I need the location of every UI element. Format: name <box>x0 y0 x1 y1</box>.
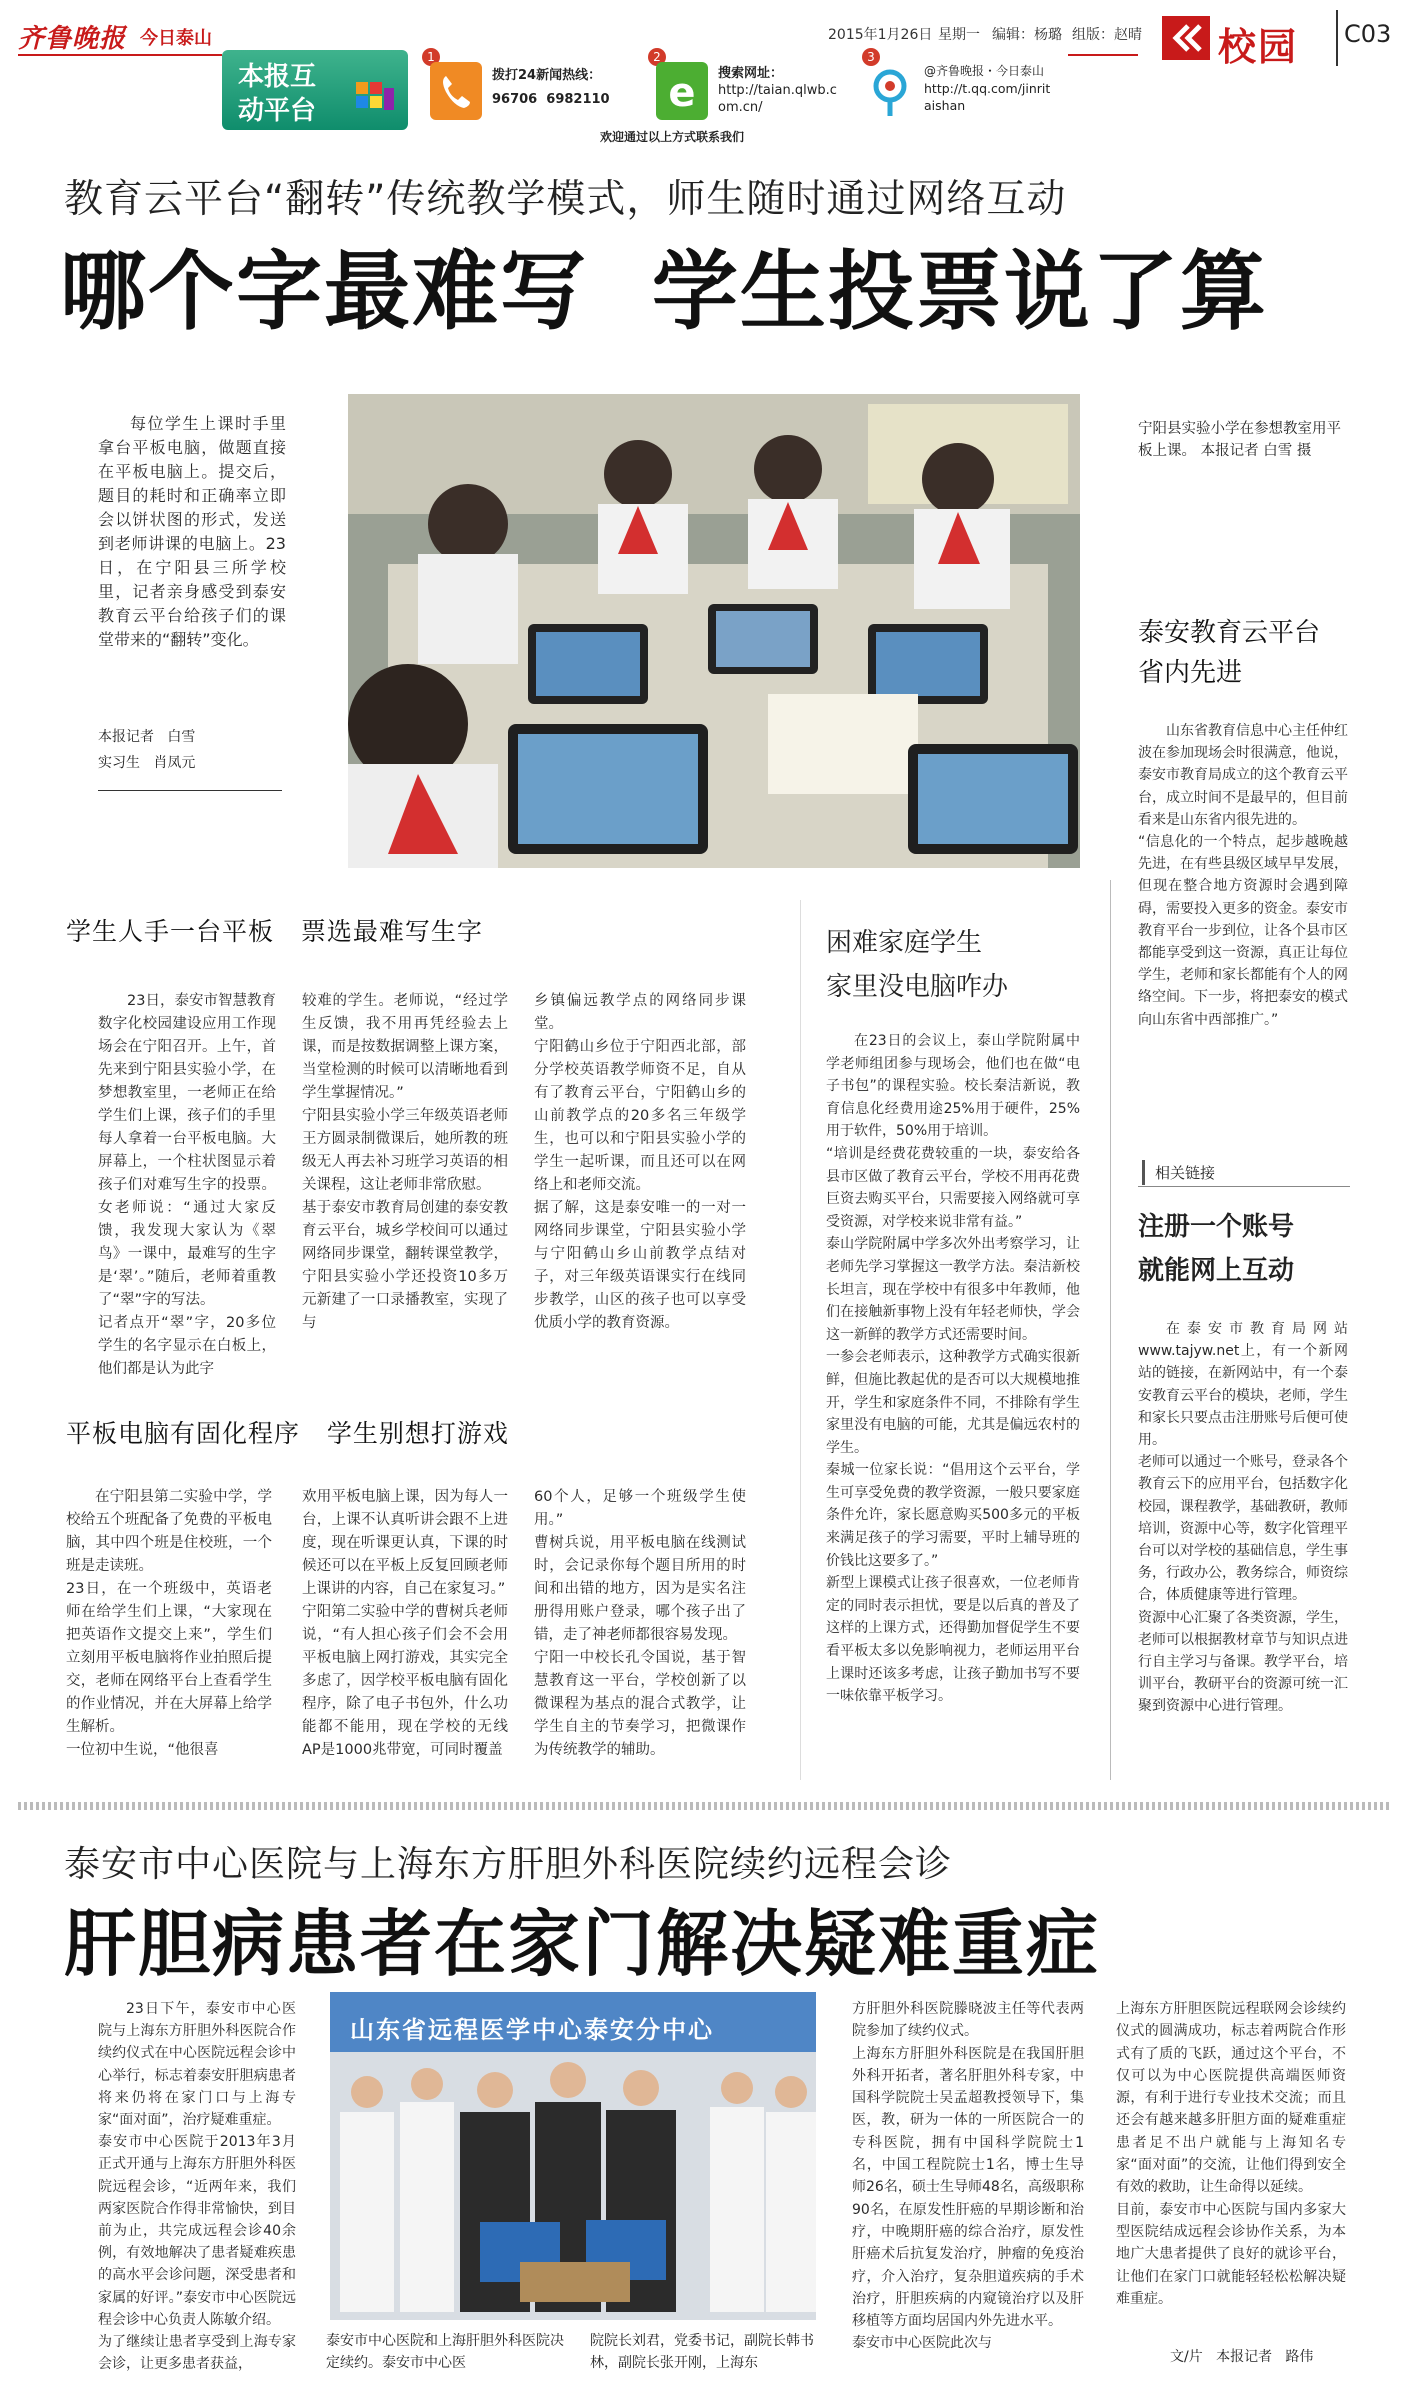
page-number-divider <box>1336 10 1338 66</box>
story1-col2b: 欢用平板电脑上课，因为每人一台，上课不认真听讲会跟不上进度，现在听课更认真，下课的时候还可以在平板上反复回顾老师上课讲的内容，自己在家复习。” 宁阳第二实验中学的曹树兵老师说，“有人担心孩子们会不会用平板电脑上网打游戏，其实完全多虑了，因学校平板电脑有固化程序，除了电子书包外，什么功能都不能用，现在学校的无线AP是1000兆带宽，可同时覆盖 <box>302 1489 508 1758</box>
classroom-photo-caption: 宁阳县实验小学在参想教室用平板上课。 本报记者 白雪 摄 <box>1138 421 1341 459</box>
browser-e-icon <box>654 60 710 126</box>
story1-headline: 哪个字最难写 学生投票说了算 <box>60 242 1268 342</box>
masthead <box>0 0 1409 150</box>
svg-text:e: e <box>668 70 696 116</box>
masthead-layout-editor: 组版：赵晴 <box>1072 27 1142 43</box>
interactive-title-line1: 本报互 <box>238 62 317 92</box>
col3-divider <box>800 900 801 1780</box>
related-title-line1: 注册一个账号 <box>1138 1212 1295 1242</box>
story2-col4: 上海东方肝胆医院远程联网会诊续约仪式的圆满成功，标志着两院合作形式有了质的飞跃，通过这个平台，不仅可以为中心医院提供高端医师资源，有利于进行专业技术交流；而且还会有越来越多肝胆方面的疑难重症患者足不出户就能与上海知名专家“面对面”的交流，让他们得到安全有效的救助，让生命得以延续。 目前，泰安市中心医院与国内多家大型医院结成远程会诊协作关系，为本地广大患者提供了良好的就诊平台，让他们在家门口就能轻轻松松解决疑难重症。 <box>1116 2001 1346 2307</box>
cube-icon <box>352 74 398 124</box>
subhead-fixed-program: 平板电脑有固化程序 学生别想打游戏 <box>66 1419 509 1448</box>
section-separator <box>18 1802 1390 1810</box>
interactive-title-line2: 动平台 <box>238 96 317 126</box>
hospital-photo-caption: 泰安市中心医院和上海肝胆外科医院决定续约。泰安市中心医 <box>326 2333 564 2371</box>
hospital-photo <box>330 1992 816 2320</box>
hotline-item <box>422 48 628 130</box>
sidebar-title-line1: 泰安教育云平台 <box>1138 618 1321 648</box>
masthead-weekday: 星期一 <box>938 27 980 43</box>
masthead-editor: 编辑：杨璐 <box>992 27 1062 43</box>
step-1-badge: 1 <box>422 48 440 66</box>
website-label: 搜索网址： <box>718 66 784 81</box>
related-title-line2: 就能网上互动 <box>1138 1256 1295 1286</box>
website-item <box>648 48 848 130</box>
page-number: C03 <box>1344 20 1392 48</box>
story2-col3: 方肝胆外科医院滕晓波主任等代表两院参加了续约仪式。 上海东方肝胆外科医院是在我国肝胆外科开拓者，著名肝胆外科专家，中国科学院院士吴孟超教授领导下，集医，教，研为一体的一所医院合一的专科医院，拥有中国科学院院士1名，中国工程院院士1名，博士生导师26名，硕士生导师48名，高级职称90名，在原发性肝癌的早期诊断和治疗，中晚期肝癌的综合治疗，原发性肝癌术后抗复发治疗，肿瘤的免疫治疗，介入治疗，复杂胆道疾病的手术治疗，肝胆疾病的内窥镜治疗以及肝移植等方面均居国内外先进水平。 泰安市中心医院此次与 <box>852 2001 1084 2352</box>
hotline-label: 拨打24新闻热线： <box>492 68 602 83</box>
story2-byline: 文/片 本报记者 路伟 <box>1170 2349 1314 2365</box>
story1-col3: 在23日的会议上，泰山学院附属中学老师组团参与现场会，他们也在做“电子书包”的课程实验。校长秦洁新说，教育信息化经费用途25%用于硬件，25%用于软件，50%用于培训。 “培训是经费花费较重的一块，泰安给各县市区做了教育云平台，学校不用再花费巨资去购买平台，只需要接入网络就可享受资源，对学校来说非常有益。” 泰山学院附属中学多次外出考察学习，让老师先学习掌握这一教学方法。秦洁新校长坦言，现在学校中有很多中年教师，他们在接触新事物上没有年轻老师快，学会这一新鲜的教学方式还需要时间。 一参会老师表示，这种教学方式确实很新鲜，但施比教起优的是否可以大规模地推开，学生和家庭条件不同，不排除有学生家里没有电脑的可能，尤其是偏远农村的学生。 秦城一位家长说：“倡用这个云平台，学生可享受免费的教学资源，一般只要家庭条件允许，家长愿意购买500多元的平板来满足孩子的学习需要，平时上辅导班的价钱比这要多了。” 新型上课模式让孩子很喜欢，一位老师肯定的同时表示担忧，要是以后真的普及了这样的上课方式，还得勤加督促学生不要看平板太多以免影响视力，老师运用平台上课时还该多考虑，让孩子勤加书写不要一味依靠平板学习。 <box>826 1033 1080 1705</box>
story1-col1c: 乡镇偏远教学点的网络同步课堂。 宁阳鹤山乡位于宁阳西北部，部分学校英语教学师资不足，自从有了教育云平台，宁阳鹤山乡的山前教学点的20多名三年级学生，也可以和宁阳县实验小学的学生一起听课，而且还可以在网络上和老师交流。 据了解，这是泰安唯一的一对一网络同步课堂，宁阳县实验小学与宁阳鹤山乡山前教学点结对子，对三年级英语课实行在线同步教学，山区的孩子也可以享受优质小学的教育资源。 <box>534 993 746 1331</box>
section-tag-box <box>1162 10 1328 69</box>
sidebar-body: 山东省教育信息中心主任仲红波在参加现场会时很满意，他说，泰安市教育局成立的这个教育云平台，成立时间不是最早的，但目前看来是山东省内很先进的。 “信息化的一个特点，起步越晚越先进，在有些县级区域早早发展，但现在整合地方资源时会遇到障碍，需要投入更多的资金。泰安市教育平台一步到位，让各个县市区都能享受到这一资源，真正让每位学生，老师和家长都能有个人的网络空间。下一步，将把泰安的模式向山东省中西部推广。” <box>1138 723 1348 1028</box>
sidebar-title-line2: 省内先进 <box>1138 658 1243 688</box>
newspaper-logo: 齐鲁晚报 <box>18 24 127 54</box>
step-2-badge: 2 <box>648 48 666 66</box>
subhead-tablets: 学生人手一台平板 票选最难写生字 <box>66 917 483 946</box>
story1-byline-intern: 实习生 肖凤元 <box>98 755 196 771</box>
story1-kicker: 教育云平台“翻转”传统教学模式，师生随时通过网络互动 <box>64 177 1067 222</box>
story1-lead: 每位学生上课时手里拿台平板电脑，做题直接在平板电脑上。提交后，题目的耗时和正确率立即会以饼状图的形式，发送到老师讲课的电脑上。23日，在宁阳县三所学校里，记者亲身感受到泰安教育云平台给孩子们的课堂带来的“翻转”变化。 <box>98 414 286 649</box>
weibo-label: @齐鲁晚报・今日泰山 <box>924 64 1045 78</box>
story2-kicker: 泰安市中心医院与上海东方肝胆外科医院续约远程会诊 <box>64 1844 953 1885</box>
related-label-rule <box>1138 1186 1350 1187</box>
story2-col1: 23日下午，泰安市中心医院与上海东方肝胆外科医院合作续约仪式在中心医院远程会诊中心举行，标志着泰安肝胆病患者将来仍将在家门口与上海专家“面对面”，治疗疑难重症。 泰安市中心医院于2013年3月正式开通与上海东方肝胆外科医院远程会诊，“近两年来，我们两家医院合作得非常愉快，到目前为止，共完成远程会诊40余例，有效地解决了患者疑难疾患的高水平会诊问题，深受患者和家属的好评。”泰安市中心医院远程会诊中心负责人陈敏介绍。 为了继续让患者享受到上海专家会诊，让更多患者获益， <box>98 2001 296 2373</box>
section-tag: 校园 <box>1218 25 1299 69</box>
weibo-value[interactable]: http://t.qq.com/jinritaishan <box>924 81 1051 113</box>
website-value[interactable]: http://taian.qlwb.com.cn/ <box>718 83 837 115</box>
phone-icon <box>428 60 484 126</box>
hotline-value: 96706 6982110 <box>492 92 610 107</box>
interactive-banner <box>222 46 1068 142</box>
story1-byline-reporter: 本报记者 白雪 <box>98 729 196 745</box>
lead-divider <box>98 790 282 791</box>
related-label: 相关链接 <box>1142 1160 1225 1185</box>
story1-col1b: 较难的学生。老师说，“经过学生反馈，我不用再凭经验去上课，而是按数据调整上课方案，当堂检测的时候可以清晰地看到学生掌握情况。” 宁阳县实验小学三年级英语老师王方圆录制微课后，她所教的班级无人再去补习班学习英语的相关课程，这让老师非常欣慰。 基于泰安市教育局创建的泰安教育云平台，城乡学校间可以通过网络同步课堂，翻转课堂教学，宁阳县实验小学还投资10多万元新建了一口录播教室，实现了与 <box>302 993 508 1331</box>
step-3-badge: 3 <box>862 48 880 66</box>
story1-col2a: 在宁阳县第二实验中学，学校给五个班配备了免费的平板电脑，其中四个班是住校班，一个班是走读班。 23日，在一个班级中，英语老师在给学生们上课，“大家现在把英语作文提交上来”，学生们立刻用平板电脑将作业拍照后提交，老师在网络平台上查看学生的作业情况，并在大屏幕上给学生解析。 一位初中生说，“他很喜 <box>66 1489 272 1758</box>
story1-col2c: 60个人，足够一个班级学生使用。” 曹树兵说，用平板电脑在线测试时，会记录你每个题目所用的时间和出错的地方，因为是实名注册得用账户登录，哪个孩子出了错，走了神老师都很容易发现。 宁阳一中校长孔令国说，基于智慧教育这一平台，学校创新了以微课程为基点的混合式教学，让学生自主的节奏学习，把微课作为传统教学的辅助。 <box>534 1489 746 1758</box>
weibo-icon <box>866 62 918 122</box>
story1-col1a: 23日，泰安市智慧教育数字化校园建设应用工作现场会在宁阳召开。上午，首先来到宁阳县实验小学，在梦想教室里，一老师正在给学生们上课，孩子们的手里每人拿着一台平板电脑。大屏幕上，一个柱状图显示着孩子们对难写生字的投票。女老师说：“通过大家反馈，我发现大家认为《翠鸟》一课中，最难写的生字是‘翠’。”随后，老师着重教了“翠”字的写法。 记者点开“翠”字，20多位学生的名字显示在白板上，他们都是认为此字 <box>98 993 276 1377</box>
hospital-photo-banner: 山东省远程医学中心泰安分中心 <box>350 2016 714 2044</box>
related-body: 在泰安市教育局网站www.tajyw.net上，有一个新网站的链接，在新网站中，有一个泰安教育云平台的模块，老师，学生和家长只要点击注册账号后便可使用。 老师可以通过一个账号，登录各个教育云下的应用平台，包括数字化校园，课程教学，基础教研，教师培训，资源中心等，数字化管理平台可以对学校的基础信息，学生事务，行政办公，教务综合，师资综合，体质健康等进行管理。 资源中心汇聚了各类资源，学生，老师可以根据教材章节与知识点进行自主学习与备课。教学平台，培训平台，教研平台的资源可统一汇聚到资源中心进行管理。 <box>1138 1321 1348 1715</box>
interactive-title-box <box>222 50 408 130</box>
story2-headline: 肝胆病患者在家门解决疑难重症 <box>64 1902 1101 1986</box>
sidebar-divider <box>1110 880 1111 1780</box>
double-chevron-icon <box>1162 16 1210 60</box>
subhead-poor-families-line2: 家里没电脑咋办 <box>826 972 1009 1002</box>
section-name: 今日泰山 <box>140 28 212 49</box>
story2-col2: 院院长刘君，党委书记，副院长韩书林，副院长张开刚，上海东 <box>590 2333 814 2371</box>
interactive-footer: 欢迎通过以上方式联系我们 <box>600 130 745 144</box>
weibo-item <box>862 48 1068 130</box>
masthead-date: 2015年1月26日 <box>828 27 933 43</box>
subhead-poor-families-line1: 困难家庭学生 <box>826 928 983 958</box>
classroom-photo <box>348 394 1080 868</box>
